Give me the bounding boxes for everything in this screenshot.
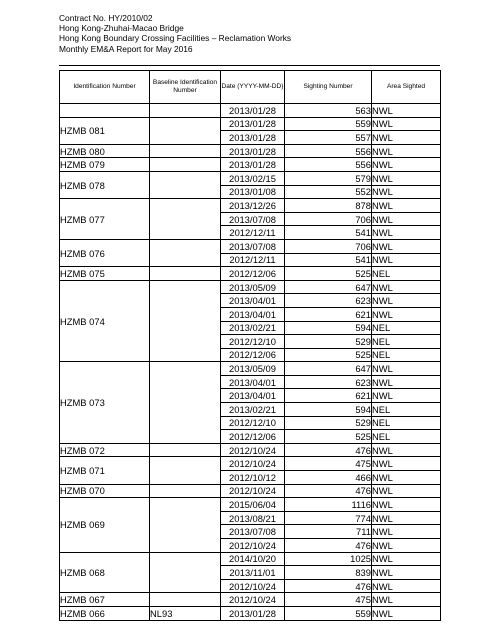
area-sighted-cell: NWL bbox=[372, 362, 441, 376]
table-row bbox=[60, 606, 441, 620]
date-cell: 2012/12/06 bbox=[221, 267, 285, 281]
date-cell: 2013/05/09 bbox=[221, 280, 285, 294]
sighting-number-cell: 476 bbox=[285, 443, 372, 457]
date-cell: 2013/02/21 bbox=[221, 321, 285, 335]
date-cell: 2013/05/09 bbox=[221, 362, 285, 376]
area-sighted-cell: NEL bbox=[372, 321, 441, 335]
project-subtitle: Hong Kong Boundary Crossing Facilities – Reclamation Works bbox=[59, 33, 292, 44]
sighting-number-cell: 839 bbox=[285, 566, 372, 580]
date-cell: 2012/12/06 bbox=[221, 430, 285, 444]
area-sighted-cell: NWL bbox=[372, 212, 441, 226]
date-cell: 2013/04/01 bbox=[221, 375, 285, 389]
identification-number-cell: HZMB 079 bbox=[60, 158, 150, 172]
sighting-number-cell: 525 bbox=[285, 267, 372, 281]
area-sighted-cell: NWL bbox=[372, 294, 441, 308]
area-sighted-cell: NWL bbox=[372, 498, 441, 512]
sightings-table bbox=[59, 70, 441, 621]
area-sighted-cell: NWL bbox=[372, 566, 441, 580]
date-cell: 2013/01/28 bbox=[221, 131, 285, 145]
area-sighted-cell: NWL bbox=[372, 253, 441, 267]
date-cell: 2013/01/28 bbox=[221, 158, 285, 172]
baseline-identification-cell bbox=[150, 158, 221, 172]
area-sighted-cell: NWL bbox=[372, 525, 441, 539]
sighting-number-cell: 1116 bbox=[285, 498, 372, 512]
area-sighted-cell: NWL bbox=[372, 117, 441, 131]
table-row bbox=[60, 171, 441, 185]
date-cell: 2012/10/24 bbox=[221, 443, 285, 457]
sighting-number-cell: 552 bbox=[285, 185, 372, 199]
area-sighted-cell: NEL bbox=[372, 430, 441, 444]
area-sighted-cell: NEL bbox=[372, 335, 441, 349]
baseline-identification-cell bbox=[150, 552, 221, 593]
sighting-number-cell: 476 bbox=[285, 484, 372, 498]
baseline-identification-cell bbox=[150, 484, 221, 498]
sighting-number-cell: 774 bbox=[285, 511, 372, 525]
column-header-identification-number: Identification Number bbox=[60, 71, 150, 104]
area-sighted-cell: NWL bbox=[372, 104, 441, 118]
date-cell: 2013/02/15 bbox=[221, 171, 285, 185]
table-row bbox=[60, 199, 441, 213]
date-cell: 2013/11/01 bbox=[221, 566, 285, 580]
date-cell: 2013/01/28 bbox=[221, 606, 285, 620]
sighting-number-cell: 525 bbox=[285, 430, 372, 444]
identification-number-cell: HZMB 069 bbox=[60, 498, 150, 552]
baseline-identification-cell bbox=[150, 498, 221, 552]
identification-number-cell: HZMB 070 bbox=[60, 484, 150, 498]
sighting-number-cell: 559 bbox=[285, 606, 372, 620]
header-divider bbox=[59, 65, 440, 66]
area-sighted-cell: NWL bbox=[372, 471, 441, 485]
area-sighted-cell: NWL bbox=[372, 226, 441, 240]
date-cell: 2012/10/24 bbox=[221, 484, 285, 498]
date-cell: 2013/12/26 bbox=[221, 199, 285, 213]
sighting-number-cell: 556 bbox=[285, 158, 372, 172]
sighting-number-cell: 647 bbox=[285, 280, 372, 294]
report-title: Monthly EM&A Report for May 2016 bbox=[59, 43, 193, 54]
area-sighted-cell: NWL bbox=[372, 199, 441, 213]
baseline-identification-cell bbox=[150, 457, 221, 484]
table-row bbox=[60, 484, 441, 498]
date-cell: 2015/06/04 bbox=[221, 498, 285, 512]
sighting-number-cell: 594 bbox=[285, 403, 372, 417]
area-sighted-cell: NWL bbox=[372, 593, 441, 607]
identification-number-cell bbox=[60, 104, 150, 118]
baseline-identification-cell bbox=[150, 362, 221, 444]
table-row bbox=[60, 144, 441, 158]
date-cell: 2013/01/28 bbox=[221, 117, 285, 131]
table-row bbox=[60, 239, 441, 253]
table-row bbox=[60, 443, 441, 457]
sighting-number-cell: 525 bbox=[285, 348, 372, 362]
sighting-number-cell: 541 bbox=[285, 226, 372, 240]
table-row bbox=[60, 280, 441, 294]
sighting-number-cell: 563 bbox=[285, 104, 372, 118]
date-cell: 2012/10/24 bbox=[221, 593, 285, 607]
area-sighted-cell: NWL bbox=[372, 375, 441, 389]
sighting-number-cell: 623 bbox=[285, 294, 372, 308]
area-sighted-cell: NWL bbox=[372, 511, 441, 525]
date-cell: 2013/01/28 bbox=[221, 144, 285, 158]
area-sighted-cell: NWL bbox=[372, 539, 441, 553]
column-header-date: Date (YYYY-MM-DD) bbox=[221, 71, 285, 104]
identification-number-cell: HZMB 073 bbox=[60, 362, 150, 444]
identification-number-cell: HZMB 068 bbox=[60, 552, 150, 593]
table-row bbox=[60, 267, 441, 281]
table-header-row bbox=[60, 71, 441, 104]
sighting-number-cell: 476 bbox=[285, 579, 372, 593]
date-cell: 2012/12/11 bbox=[221, 226, 285, 240]
area-sighted-cell: NWL bbox=[372, 389, 441, 403]
table-row bbox=[60, 552, 441, 566]
area-sighted-cell: NWL bbox=[372, 185, 441, 199]
area-sighted-cell: NWL bbox=[372, 171, 441, 185]
date-cell: 2013/07/08 bbox=[221, 212, 285, 226]
contract-number: Contract No. HY/2010/02 bbox=[59, 13, 153, 23]
area-sighted-cell: NWL bbox=[372, 131, 441, 145]
area-sighted-cell: NWL bbox=[372, 443, 441, 457]
sighting-number-cell: 529 bbox=[285, 335, 372, 349]
sighting-number-cell: 706 bbox=[285, 239, 372, 253]
baseline-identification-cell bbox=[150, 239, 221, 266]
area-sighted-cell: NEL bbox=[372, 267, 441, 281]
sighting-number-cell: 557 bbox=[285, 131, 372, 145]
date-cell: 2013/04/01 bbox=[221, 389, 285, 403]
table-row bbox=[60, 593, 441, 607]
date-cell: 2012/12/10 bbox=[221, 335, 285, 349]
project-name: Hong Kong-Zhuhai-Macao Bridge bbox=[59, 23, 184, 34]
identification-number-cell: HZMB 072 bbox=[60, 443, 150, 457]
area-sighted-cell: NWL bbox=[372, 579, 441, 593]
table-row bbox=[60, 362, 441, 376]
date-cell: 2014/10/20 bbox=[221, 552, 285, 566]
sighting-number-cell: 466 bbox=[285, 471, 372, 485]
document-header bbox=[59, 13, 439, 54]
identification-number-cell: HZMB 076 bbox=[60, 239, 150, 266]
baseline-identification-cell bbox=[150, 117, 221, 144]
baseline-identification-cell bbox=[150, 443, 221, 457]
date-cell: 2012/10/24 bbox=[221, 457, 285, 471]
date-cell: 2013/02/21 bbox=[221, 403, 285, 417]
baseline-identification-cell bbox=[150, 593, 221, 607]
sighting-number-cell: 594 bbox=[285, 321, 372, 335]
sighting-number-cell: 623 bbox=[285, 375, 372, 389]
sighting-number-cell: 476 bbox=[285, 539, 372, 553]
table-row bbox=[60, 158, 441, 172]
baseline-identification-cell bbox=[150, 267, 221, 281]
sighting-number-cell: 1025 bbox=[285, 552, 372, 566]
date-cell: 2013/01/08 bbox=[221, 185, 285, 199]
date-cell: 2012/12/10 bbox=[221, 416, 285, 430]
identification-number-cell: HZMB 081 bbox=[60, 117, 150, 144]
area-sighted-cell: NWL bbox=[372, 158, 441, 172]
sighting-number-cell: 475 bbox=[285, 593, 372, 607]
identification-number-cell: HZMB 077 bbox=[60, 199, 150, 240]
area-sighted-cell: NWL bbox=[372, 280, 441, 294]
area-sighted-cell: NWL bbox=[372, 484, 441, 498]
column-header-area-sighted: Area Sighted bbox=[372, 71, 441, 104]
date-cell: 2013/04/01 bbox=[221, 307, 285, 321]
sighting-number-cell: 711 bbox=[285, 525, 372, 539]
area-sighted-cell: NEL bbox=[372, 348, 441, 362]
sighting-number-cell: 878 bbox=[285, 199, 372, 213]
sighting-number-cell: 529 bbox=[285, 416, 372, 430]
date-cell: 2013/07/08 bbox=[221, 239, 285, 253]
date-cell: 2012/10/12 bbox=[221, 471, 285, 485]
area-sighted-cell: NEL bbox=[372, 403, 441, 417]
sighting-number-cell: 559 bbox=[285, 117, 372, 131]
baseline-identification-cell bbox=[150, 280, 221, 362]
area-sighted-cell: NWL bbox=[372, 239, 441, 253]
date-cell: 2013/01/28 bbox=[221, 104, 285, 118]
area-sighted-cell: NWL bbox=[372, 606, 441, 620]
table-row bbox=[60, 117, 441, 131]
date-cell: 2013/08/21 bbox=[221, 511, 285, 525]
area-sighted-cell: NWL bbox=[372, 307, 441, 321]
column-header-sighting-number: Sighting Number bbox=[285, 71, 372, 104]
identification-number-cell: HZMB 078 bbox=[60, 171, 150, 198]
sighting-number-cell: 541 bbox=[285, 253, 372, 267]
sighting-number-cell: 621 bbox=[285, 389, 372, 403]
date-cell: 2012/12/11 bbox=[221, 253, 285, 267]
table-body bbox=[60, 104, 441, 621]
area-sighted-cell: NWL bbox=[372, 457, 441, 471]
area-sighted-cell: NEL bbox=[372, 416, 441, 430]
column-header-baseline-identification-number: Baseline Identification Number bbox=[150, 71, 221, 104]
date-cell: 2012/12/06 bbox=[221, 348, 285, 362]
sighting-number-cell: 706 bbox=[285, 212, 372, 226]
area-sighted-cell: NWL bbox=[372, 144, 441, 158]
baseline-identification-cell bbox=[150, 199, 221, 240]
table-row bbox=[60, 104, 441, 118]
table-row bbox=[60, 498, 441, 512]
identification-number-cell: HZMB 071 bbox=[60, 457, 150, 484]
date-cell: 2012/10/24 bbox=[221, 579, 285, 593]
identification-number-cell: HZMB 074 bbox=[60, 280, 150, 362]
baseline-identification-cell bbox=[150, 144, 221, 158]
table-row bbox=[60, 457, 441, 471]
identification-number-cell: HZMB 067 bbox=[60, 593, 150, 607]
date-cell: 2012/10/24 bbox=[221, 539, 285, 553]
identification-number-cell: HZMB 080 bbox=[60, 144, 150, 158]
sighting-number-cell: 621 bbox=[285, 307, 372, 321]
date-cell: 2013/07/08 bbox=[221, 525, 285, 539]
baseline-identification-cell bbox=[150, 104, 221, 118]
sighting-number-cell: 475 bbox=[285, 457, 372, 471]
baseline-identification-cell: NL93 bbox=[150, 606, 221, 620]
area-sighted-cell: NWL bbox=[372, 552, 441, 566]
identification-number-cell: HZMB 075 bbox=[60, 267, 150, 281]
sighting-number-cell: 579 bbox=[285, 171, 372, 185]
sighting-number-cell: 556 bbox=[285, 144, 372, 158]
date-cell: 2013/04/01 bbox=[221, 294, 285, 308]
sighting-number-cell: 647 bbox=[285, 362, 372, 376]
baseline-identification-cell bbox=[150, 171, 221, 198]
identification-number-cell: HZMB 066 bbox=[60, 606, 150, 620]
